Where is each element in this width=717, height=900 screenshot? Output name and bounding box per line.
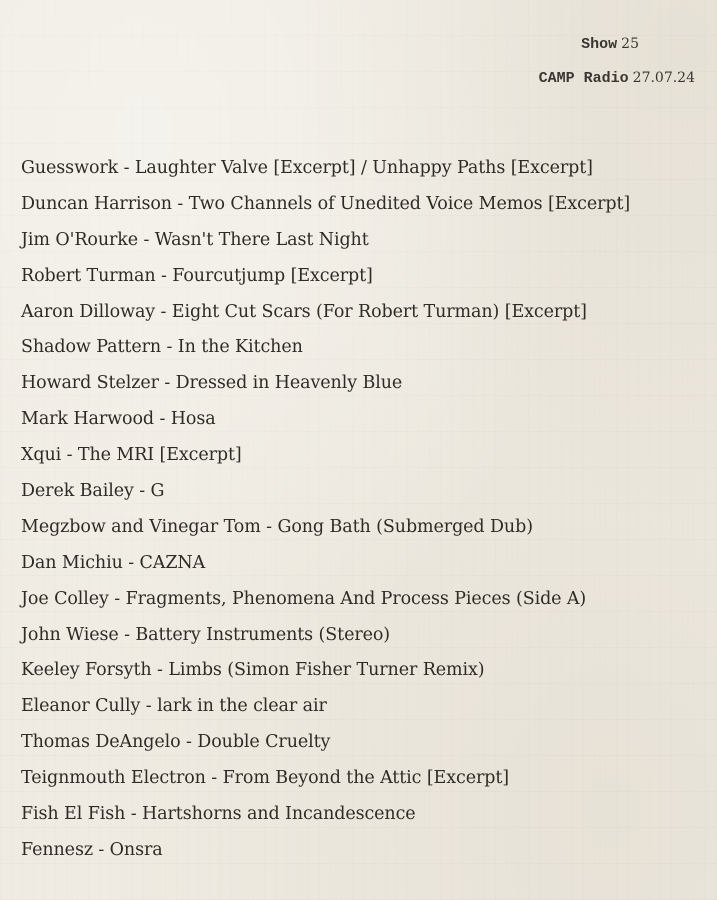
track-item: Derek Bailey - G xyxy=(21,481,165,502)
track-item: Keeley Forsyth - Limbs (Simon Fisher Turner Remix) xyxy=(21,660,485,681)
station-name: CAMP Radio xyxy=(538,70,629,87)
show-heading xyxy=(539,36,639,53)
track-item: Joe Colley - Fragments, Phenomena And Process Pieces (Side A) xyxy=(21,588,587,609)
track-item: Shadow Pattern - In the Kitchen xyxy=(21,337,303,358)
track-item: Fish El Fish - Hartshorns and Incandescence xyxy=(21,804,416,825)
track-item: Duncan Harrison - Two Channels of Unedited Voice Memos [Excerpt] xyxy=(21,193,631,214)
show-label: Show xyxy=(581,36,618,53)
track-item: Megzbow and Vinegar Tom - Gong Bath (Submerged Dub) xyxy=(21,516,533,537)
track-item: John Wiese - Battery Instruments (Stereo) xyxy=(21,624,391,645)
track-item: Aaron Dilloway - Eight Cut Scars (For Robert Turman) [Excerpt] xyxy=(21,301,587,322)
track-item: Mark Harwood - Hosa xyxy=(21,409,216,430)
track-item: Jim O'Rourke - Wasn't There Last Night xyxy=(21,229,369,250)
track-item: Guesswork - Laughter Valve [Excerpt] / Unhappy Paths [Excerpt] xyxy=(21,158,593,178)
track-item: Xqui - The MRI [Excerpt] xyxy=(21,445,242,466)
broadcast-date: 27.07.24 xyxy=(632,70,695,86)
show-number: 25 xyxy=(621,36,639,52)
track-item: Dan Michiu - CAZNA xyxy=(21,552,206,573)
station-date-heading xyxy=(539,70,695,87)
track-item: Howard Stelzer - Dressed in Heavenly Blue xyxy=(21,373,403,394)
track-item: Thomas DeAngelo - Double Cruelty xyxy=(21,732,331,753)
track-item: Robert Turman - Fourcutjump [Excerpt] xyxy=(21,265,373,286)
track-item: Teignmouth Electron - From Beyond the Attic [Excerpt] xyxy=(21,768,509,789)
track-list xyxy=(21,151,630,869)
track-item: Eleanor Cully - lark in the clear air xyxy=(21,696,327,717)
page-header xyxy=(539,36,695,87)
track-item: Fennesz - Onsra xyxy=(21,839,163,860)
